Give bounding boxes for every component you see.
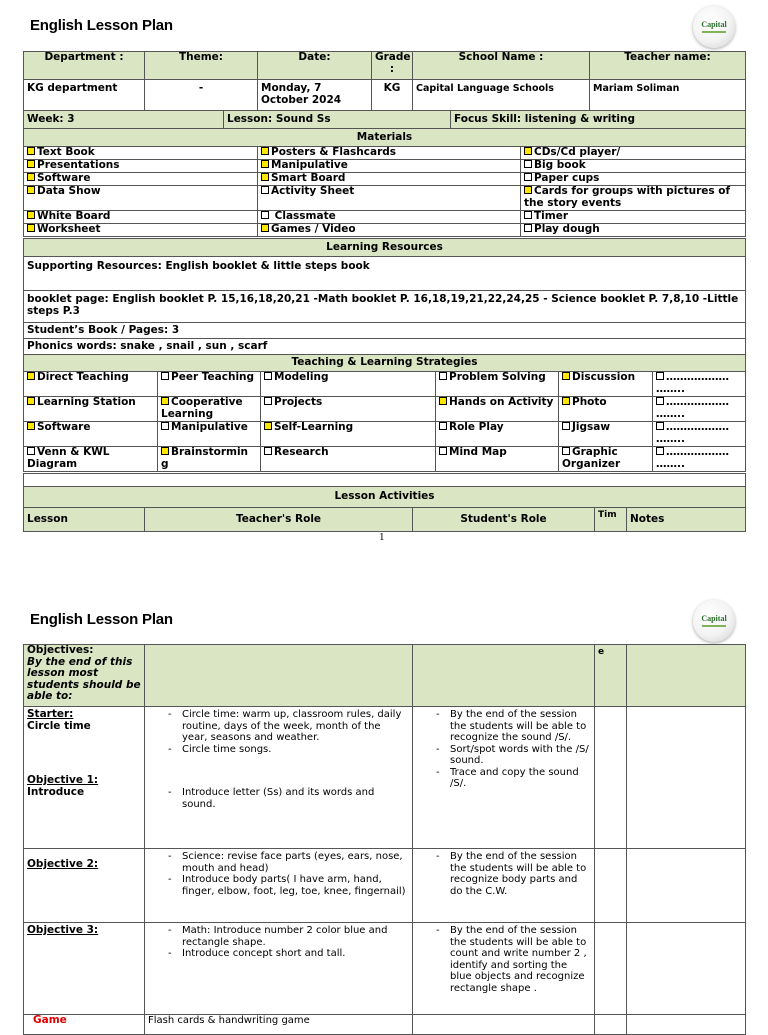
page-title: English Lesson Plan bbox=[30, 611, 173, 628]
material-label: Worksheet bbox=[37, 223, 101, 235]
strategy-item bbox=[158, 422, 261, 447]
header-label: Department : bbox=[24, 52, 145, 80]
strategy-item bbox=[436, 397, 559, 422]
material-label: Posters & Flashcards bbox=[271, 146, 397, 158]
objectives-label: Objectives: bbox=[27, 644, 94, 656]
strategy-label: Peer Teaching bbox=[171, 371, 255, 383]
objectives-student-empty bbox=[413, 645, 595, 707]
checkbox-icon[interactable] bbox=[264, 397, 272, 405]
strategy-label: Software bbox=[37, 421, 91, 433]
material-item bbox=[24, 186, 258, 211]
activity-bullet: - By the end of the session the students will be able to count and write number 2 , identify and sorting the blue objects and recognize rectangle shape . bbox=[436, 925, 591, 994]
col-student-role: Student's Role bbox=[413, 508, 595, 532]
material-label: Cards for groups with pictures of the story events bbox=[524, 185, 731, 209]
game-student bbox=[413, 1015, 595, 1035]
starter-sub: Circle time bbox=[27, 719, 91, 732]
strategy-item bbox=[436, 447, 559, 472]
page-2 bbox=[0, 590, 768, 1024]
material-item bbox=[521, 160, 746, 173]
lesson-info-table bbox=[23, 110, 746, 147]
material-label: Play dough bbox=[534, 223, 600, 235]
starter-notes bbox=[627, 707, 746, 849]
material-item bbox=[521, 173, 746, 186]
logo-text: Capital bbox=[701, 614, 727, 623]
objective-3-cell bbox=[24, 923, 145, 1015]
activity-bullet: - Math: Introduce number 2 color blue and rectangle shape. bbox=[168, 925, 409, 948]
material-item bbox=[521, 211, 746, 224]
strategies-heading: Teaching & Learning Strategies bbox=[24, 355, 746, 372]
objective-2-cell bbox=[24, 849, 145, 923]
strategy-item bbox=[261, 397, 436, 422]
checkbox-icon[interactable] bbox=[524, 211, 532, 219]
objective-2-time bbox=[595, 849, 627, 923]
material-item bbox=[24, 160, 258, 173]
strategy-item bbox=[24, 447, 158, 472]
objectives-notes-empty bbox=[627, 645, 746, 707]
strategy-item bbox=[261, 372, 436, 397]
checkbox-highlighted-icon[interactable] bbox=[261, 224, 269, 232]
checkbox-highlighted-icon[interactable] bbox=[27, 186, 35, 194]
strategy-item bbox=[24, 422, 158, 447]
checkbox-highlighted-icon[interactable] bbox=[562, 372, 570, 380]
material-item bbox=[521, 186, 746, 211]
checkbox-highlighted-icon[interactable] bbox=[261, 173, 269, 181]
strategy-label: Graphic Organizer bbox=[562, 446, 621, 470]
strategy-label: Direct Teaching bbox=[37, 371, 129, 383]
checkbox-icon[interactable] bbox=[439, 422, 447, 430]
checkbox-highlighted-icon[interactable] bbox=[524, 147, 532, 155]
checkbox-highlighted-icon[interactable] bbox=[27, 224, 35, 232]
strategy-label: Role Play bbox=[449, 421, 504, 433]
objectives-sub: By the end of this lesson most students should be able to: bbox=[27, 655, 141, 702]
col-notes: Notes bbox=[627, 508, 746, 532]
strategy-label: Venn & KWL Diagram bbox=[27, 446, 110, 470]
material-item bbox=[521, 224, 746, 237]
objective-3-time bbox=[595, 923, 627, 1015]
checkbox-icon[interactable] bbox=[562, 447, 570, 455]
activity-bullet: - Sort/spot words with the /S/ sound. bbox=[436, 744, 591, 767]
objective-2-notes bbox=[627, 849, 746, 923]
checkbox-highlighted-icon[interactable] bbox=[524, 186, 532, 194]
checkbox-highlighted-icon[interactable] bbox=[562, 397, 570, 405]
page-title: English Lesson Plan bbox=[30, 17, 173, 34]
strategy-label: Brainstormin g bbox=[161, 446, 249, 470]
checkbox-icon[interactable] bbox=[161, 372, 169, 380]
objective-3-teacher-role bbox=[145, 923, 413, 1015]
activity-bullet: - Circle time: warm up, classroom rules, daily routine, days of the week, month of the year, seasons and weather. bbox=[168, 709, 409, 744]
checkbox-icon[interactable] bbox=[161, 422, 169, 430]
strategy-label: Manipulative bbox=[171, 421, 248, 433]
activities-table bbox=[23, 473, 746, 532]
strategy-label: Mind Map bbox=[449, 446, 507, 458]
activity-bullet: - Introduce body parts( I have arm, hand, finger, elbow, foot, leg, toe, knee, fingernail) bbox=[168, 874, 409, 897]
material-item bbox=[24, 211, 258, 224]
grade-value: KG bbox=[372, 80, 413, 111]
strategy-label: Jigsaw bbox=[572, 421, 611, 433]
strategy-label: ……………… …….. bbox=[656, 421, 729, 445]
game-text: Flash cards & handwriting game bbox=[145, 1015, 413, 1035]
header-label: Date: bbox=[258, 52, 372, 80]
supporting-resources: Supporting Resources: English booklet & little steps book bbox=[24, 257, 746, 291]
lesson-label: Lesson: Sound Ss bbox=[224, 111, 451, 129]
strategy-label: Self-Learning bbox=[274, 421, 354, 433]
checkbox-icon[interactable] bbox=[524, 173, 532, 181]
checkbox-highlighted-icon[interactable] bbox=[27, 173, 35, 181]
date-value: Monday, 7 October 2024 bbox=[258, 80, 372, 111]
strategy-item bbox=[653, 372, 746, 397]
material-item bbox=[258, 173, 521, 186]
objective-2-student-role bbox=[413, 849, 595, 923]
school-logo bbox=[693, 6, 735, 48]
material-label: Classmate bbox=[271, 210, 336, 222]
material-label: Paper cups bbox=[534, 172, 600, 184]
checkbox-icon[interactable] bbox=[562, 422, 570, 430]
strategy-label: Learning Station bbox=[37, 396, 136, 408]
students-book: Student’s Book / Pages: 3 bbox=[24, 323, 746, 339]
strategy-label: Projects bbox=[274, 396, 323, 408]
booklet-pages: booklet page: English booklet P. 15,16,18,20,21 -Math booklet P. 16,18,19,21,22,24,25 - Science booklet P. 7,8,10 -Little steps P.3 bbox=[24, 291, 746, 323]
teacher-name-value: Mariam Soliman bbox=[590, 80, 746, 111]
material-label: CDs/Cd player/ bbox=[534, 146, 621, 158]
checkbox-highlighted-icon[interactable] bbox=[27, 211, 35, 219]
strategy-item bbox=[436, 372, 559, 397]
activity-bullet: - Science: revise face parts (eyes, ears, nose, mouth and head) bbox=[168, 851, 409, 874]
objective-2-label: Objective 2: bbox=[27, 858, 99, 870]
strategy-label: ……………… …….. bbox=[656, 396, 729, 420]
material-item bbox=[24, 173, 258, 186]
checkbox-icon[interactable] bbox=[656, 447, 664, 455]
checkbox-icon[interactable] bbox=[27, 447, 35, 455]
checkbox-highlighted-icon[interactable] bbox=[27, 422, 35, 430]
page-number: 1 bbox=[379, 531, 385, 543]
activity-bullet: - Circle time songs. bbox=[168, 744, 409, 756]
activity-bullet: - Introduce concept short and tall. bbox=[168, 948, 409, 960]
strategy-item bbox=[158, 447, 261, 472]
focus-skill-label: Focus Skill: listening & writing bbox=[451, 111, 746, 129]
checkbox-highlighted-icon[interactable] bbox=[439, 397, 447, 405]
starter-teacher-role bbox=[145, 707, 413, 849]
checkbox-highlighted-icon[interactable] bbox=[27, 147, 35, 155]
material-item bbox=[258, 224, 521, 237]
objective-2-teacher-role bbox=[145, 849, 413, 923]
starter-cell bbox=[24, 707, 145, 849]
col-lesson: Lesson bbox=[24, 508, 145, 532]
material-label: Big book bbox=[534, 159, 586, 171]
department-value: KG department bbox=[24, 80, 145, 111]
strategy-label: Cooperative Learning bbox=[161, 396, 243, 420]
checkbox-icon[interactable] bbox=[656, 397, 664, 405]
checkbox-icon[interactable] bbox=[264, 447, 272, 455]
spacer-row bbox=[24, 474, 746, 487]
phonics-words: Phonics words: snake , snail , sun , scarf bbox=[24, 339, 746, 355]
strategy-label: Photo bbox=[572, 396, 607, 408]
col-teacher-role: Teacher's Role bbox=[145, 508, 413, 532]
strategy-item bbox=[24, 372, 158, 397]
activities-heading: Lesson Activities bbox=[24, 487, 746, 508]
objectives-teacher-empty bbox=[145, 645, 413, 707]
strategy-item bbox=[436, 422, 559, 447]
theme-value: - bbox=[145, 80, 258, 111]
material-item bbox=[258, 160, 521, 173]
material-item bbox=[258, 186, 521, 211]
checkbox-highlighted-icon[interactable] bbox=[261, 160, 269, 168]
strategy-item bbox=[653, 422, 746, 447]
school-name-value: Capital Language Schools bbox=[413, 80, 590, 111]
lesson-header-table bbox=[23, 51, 746, 111]
game-notes bbox=[627, 1015, 746, 1035]
material-item bbox=[24, 147, 258, 160]
checkbox-highlighted-icon[interactable] bbox=[264, 422, 272, 430]
objective-1-sub: Introduce bbox=[27, 785, 85, 798]
logo-text: Capital bbox=[701, 20, 727, 29]
material-label: Software bbox=[37, 172, 91, 184]
strategy-item bbox=[653, 397, 746, 422]
materials-heading: Materials bbox=[24, 129, 746, 147]
starter-student-role bbox=[413, 707, 595, 849]
strategy-item bbox=[158, 372, 261, 397]
checkbox-icon[interactable] bbox=[439, 372, 447, 380]
strategy-label: Research bbox=[274, 446, 329, 458]
strategy-item bbox=[24, 397, 158, 422]
activity-bullet: - Introduce letter (Ss) and its words and sound. bbox=[168, 787, 409, 810]
strategy-label: Problem Solving bbox=[449, 371, 546, 383]
resources-table bbox=[23, 238, 746, 372]
materials-table bbox=[23, 146, 746, 237]
material-label: Activity Sheet bbox=[271, 185, 355, 197]
activity-bullet: - By the end of the session the students will be able to recognize body parts and do the C.W. bbox=[436, 851, 591, 897]
activity-bullet: - Trace and copy the sound /S/. bbox=[436, 767, 591, 790]
objective-3-student-role bbox=[413, 923, 595, 1015]
checkbox-highlighted-icon[interactable] bbox=[27, 372, 35, 380]
material-item bbox=[258, 147, 521, 160]
game-cell bbox=[24, 1015, 145, 1035]
material-label: Timer bbox=[534, 210, 569, 222]
material-label: Smart Board bbox=[271, 172, 346, 184]
checkbox-icon[interactable] bbox=[524, 160, 532, 168]
strategy-item bbox=[158, 397, 261, 422]
strategy-item bbox=[559, 422, 653, 447]
strategies-table bbox=[23, 371, 746, 472]
checkbox-icon[interactable] bbox=[261, 211, 269, 219]
school-logo bbox=[693, 600, 735, 642]
strategy-item bbox=[559, 447, 653, 472]
material-label: Text Book bbox=[37, 146, 95, 158]
header-label: Teacher name: bbox=[590, 52, 746, 80]
header-label: Grade : bbox=[372, 52, 413, 80]
strategy-item bbox=[559, 372, 653, 397]
checkbox-highlighted-icon[interactable] bbox=[161, 447, 169, 455]
col-time: Tim bbox=[595, 508, 627, 532]
week-label: Week: 3 bbox=[24, 111, 224, 129]
checkbox-icon[interactable] bbox=[261, 186, 269, 194]
material-label: White Board bbox=[37, 210, 111, 222]
material-item bbox=[24, 224, 258, 237]
checkbox-highlighted-icon[interactable] bbox=[27, 397, 35, 405]
checkbox-highlighted-icon[interactable] bbox=[27, 160, 35, 168]
objective-1-label: Objective 1: bbox=[27, 774, 99, 786]
strategy-label: Discussion bbox=[572, 371, 636, 383]
game-label: Game bbox=[33, 1014, 67, 1026]
checkbox-icon[interactable] bbox=[439, 447, 447, 455]
objective-3-label: Objective 3: bbox=[27, 924, 99, 936]
objectives-cell bbox=[24, 645, 145, 707]
checkbox-icon[interactable] bbox=[264, 372, 272, 380]
activity-bullet: - By the end of the session the students will be able to recognize the sound /S/. bbox=[436, 709, 591, 744]
strategy-item bbox=[261, 422, 436, 447]
strategy-item bbox=[653, 447, 746, 472]
strategy-item bbox=[261, 447, 436, 472]
resources-heading: Learning Resources bbox=[24, 239, 746, 257]
checkbox-highlighted-icon[interactable] bbox=[261, 147, 269, 155]
header-label: School Name : bbox=[413, 52, 590, 80]
strategy-label: Hands on Activity bbox=[449, 396, 554, 408]
game-time bbox=[595, 1015, 627, 1035]
material-item bbox=[258, 211, 521, 224]
activities-detail-table bbox=[23, 644, 746, 1035]
material-label: Manipulative bbox=[271, 159, 348, 171]
material-label: Games / Video bbox=[271, 223, 356, 235]
checkbox-icon[interactable] bbox=[656, 422, 664, 430]
starter-time bbox=[595, 707, 627, 849]
strategy-label: ……………… …….. bbox=[656, 446, 729, 470]
material-item bbox=[521, 147, 746, 160]
strategy-label: ……………… …….. bbox=[656, 371, 729, 395]
time-e: e bbox=[595, 645, 627, 707]
checkbox-highlighted-icon[interactable] bbox=[161, 397, 169, 405]
checkbox-icon[interactable] bbox=[524, 224, 532, 232]
strategy-item bbox=[559, 397, 653, 422]
starter-label: Starter: bbox=[27, 708, 74, 720]
objective-3-notes bbox=[627, 923, 746, 1015]
header-label: Theme: bbox=[145, 52, 258, 80]
material-label: Presentations bbox=[37, 159, 120, 171]
checkbox-icon[interactable] bbox=[656, 372, 664, 380]
strategy-label: Modeling bbox=[274, 371, 329, 383]
material-label: Data Show bbox=[37, 185, 101, 197]
